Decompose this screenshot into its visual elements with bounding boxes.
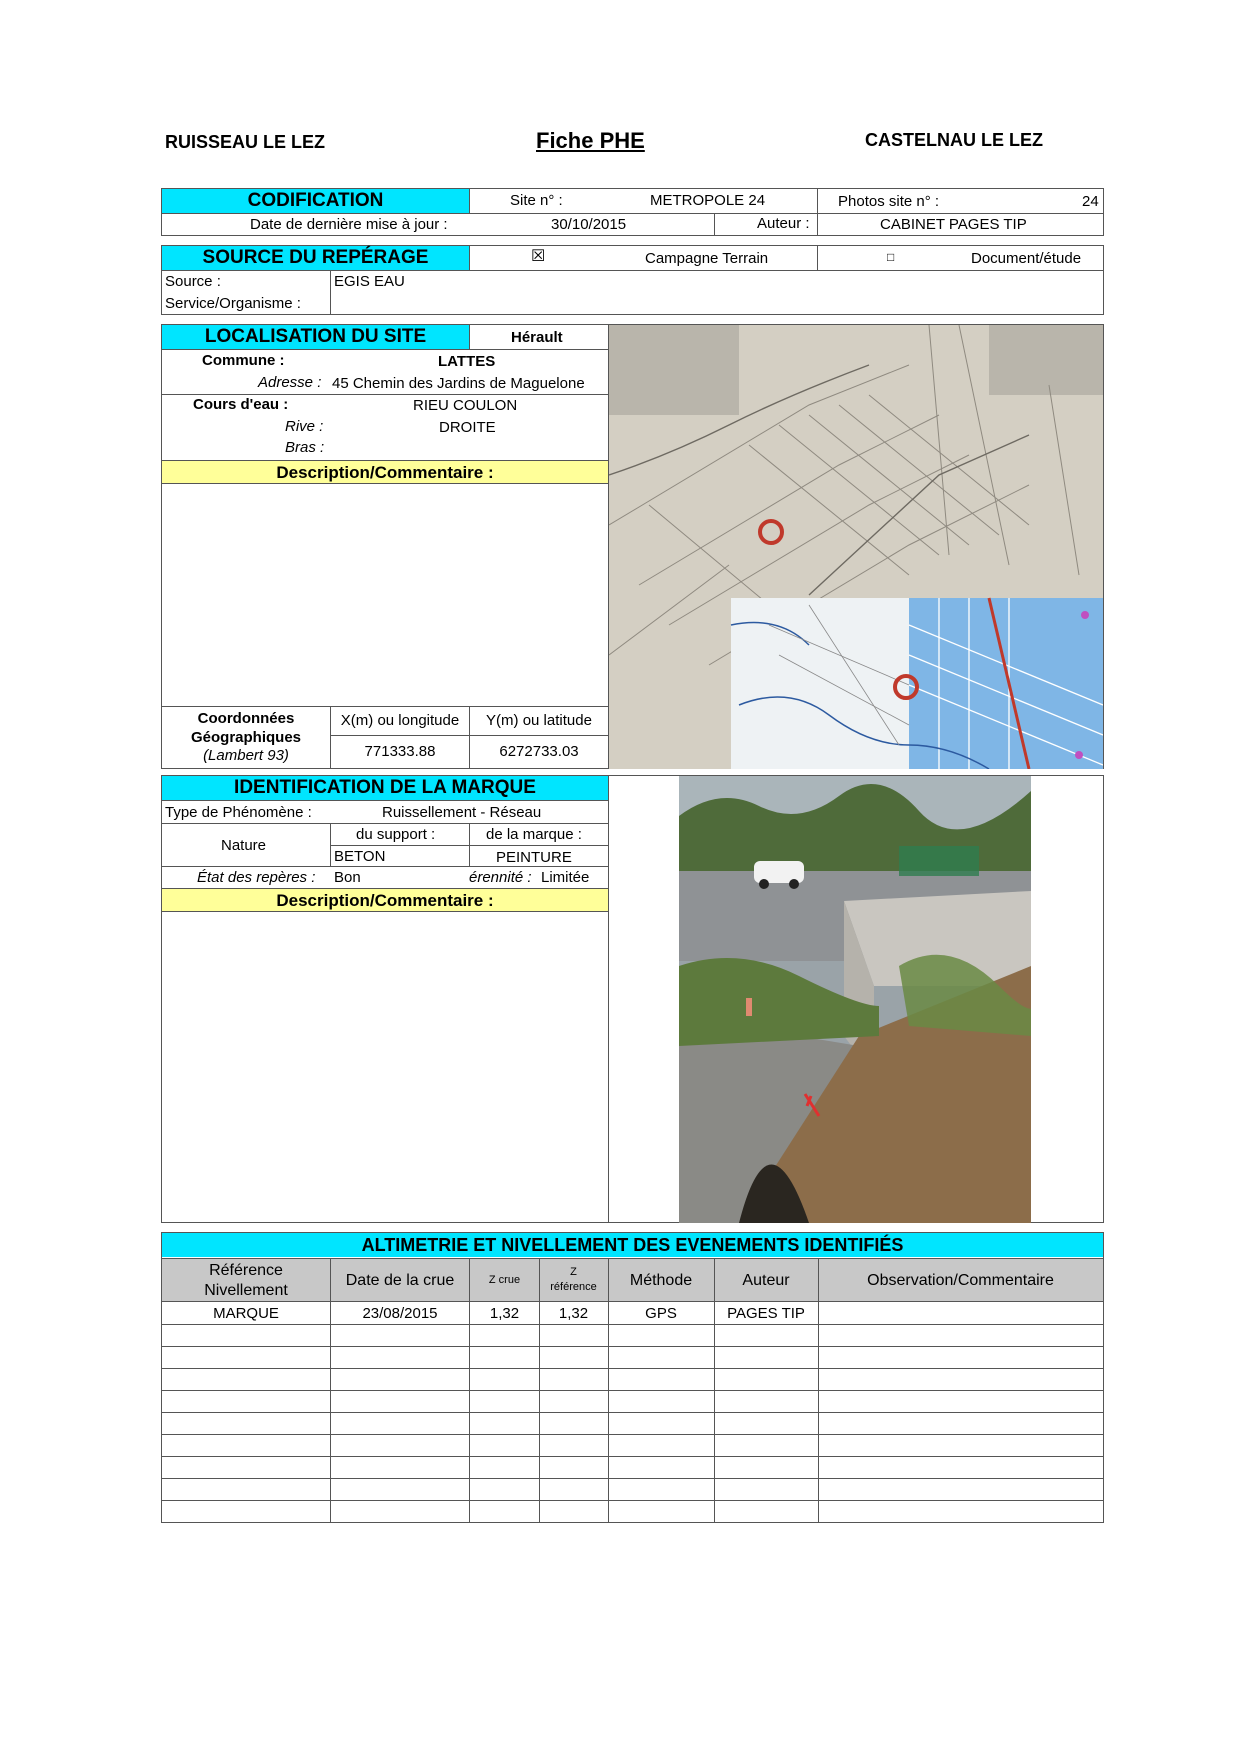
- cours-value: RIEU COULON: [413, 397, 518, 414]
- nature-label: Nature: [221, 837, 267, 854]
- auteur-value: CABINET PAGES TIP: [880, 216, 1027, 233]
- row-auteur: PAGES TIP: [727, 1305, 805, 1322]
- col-zcrue: Z crue: [488, 1274, 521, 1286]
- site-value: METROPOLE 24: [650, 192, 766, 209]
- service-label: Service/Organisme :: [165, 295, 301, 312]
- col-date: Date de la crue: [345, 1272, 455, 1289]
- source-title: SOURCE DU REPÉRAGE: [162, 246, 469, 270]
- rive-label: Rive :: [285, 418, 324, 435]
- type-label: Type de Phénomène :: [165, 804, 312, 821]
- col-auteur: Auteur: [742, 1272, 790, 1289]
- x-value: 771333.88: [364, 743, 436, 760]
- col-zref-2: référence: [550, 1281, 597, 1293]
- y-value: 6272733.03: [499, 743, 579, 760]
- campagne-label: Campagne Terrain: [645, 250, 769, 267]
- altimetrie-title: ALTIMETRIE ET NIVELLEMENT DES EVENEMENTS IDENTIFIÉS: [162, 1233, 1103, 1257]
- document-checkbox[interactable]: □: [887, 250, 895, 264]
- page-title: Fiche PHE: [536, 128, 645, 153]
- commune-value: LATTES: [438, 353, 496, 370]
- bras-label: Bras :: [285, 439, 325, 456]
- x-label: X(m) ou longitude: [340, 712, 460, 729]
- col-zref-1: Z: [570, 1266, 577, 1278]
- localisation-desc-title: Description/Commentaire :: [162, 460, 608, 484]
- row-zref: 1,32: [558, 1305, 589, 1322]
- site-label: Site n° :: [510, 192, 563, 209]
- coord-label-1: Coordonnées: [197, 710, 295, 727]
- perennite-label: érennité :: [469, 869, 532, 886]
- source-value: EGIS EAU: [334, 273, 405, 290]
- auteur-label: Auteur :: [757, 215, 810, 232]
- site-photo: [679, 776, 1031, 1223]
- coord-label-2: Géographiques: [190, 729, 302, 746]
- header-left: RUISSEAU LE LEZ: [165, 132, 326, 152]
- photos-label: Photos site n° :: [838, 193, 940, 210]
- type-value: Ruissellement - Réseau: [382, 804, 542, 821]
- col-ref-2: Nivellement: [204, 1282, 288, 1299]
- source-label: Source :: [165, 273, 221, 290]
- support-label: du support :: [356, 826, 436, 843]
- identification-desc-title: Description/Commentaire :: [162, 888, 608, 912]
- perennite-value: Limitée: [541, 869, 590, 886]
- marque-label: de la marque :: [486, 826, 582, 843]
- row-date: 23/08/2015: [362, 1305, 438, 1322]
- document-label: Document/étude: [971, 250, 1082, 267]
- coord-label-3: (Lambert 93): [203, 747, 289, 764]
- marque-value: PEINTURE: [496, 849, 572, 866]
- departement-value: Hérault: [511, 329, 563, 346]
- col-ref-1: Référence: [209, 1262, 283, 1279]
- codification-title: CODIFICATION: [162, 189, 469, 213]
- row-ref: MARQUE: [213, 1305, 279, 1322]
- photos-value: 24: [1082, 193, 1099, 210]
- adresse-value: 45 Chemin des Jardins de Maguelone: [332, 375, 585, 392]
- date-value: 30/10/2015: [551, 216, 627, 233]
- support-value: BETON: [334, 848, 386, 865]
- col-obs: Observation/Commentaire: [867, 1272, 1054, 1289]
- row-zcrue: 1,32: [489, 1305, 520, 1322]
- date-label: Date de dernière mise à jour :: [250, 216, 448, 233]
- row-methode: GPS: [645, 1305, 677, 1322]
- location-map: [609, 325, 1103, 769]
- cours-label: Cours d'eau :: [193, 396, 289, 413]
- commune-label: Commune :: [202, 352, 285, 369]
- identification-title: IDENTIFICATION DE LA MARQUE: [162, 776, 608, 800]
- localisation-title: LOCALISATION DU SITE: [162, 325, 469, 349]
- campagne-checkbox[interactable]: ☒: [531, 248, 546, 265]
- col-methode: Méthode: [629, 1272, 693, 1289]
- etat-value: Bon: [334, 869, 361, 886]
- header-right: CASTELNAU LE LEZ: [865, 130, 1043, 150]
- rive-value: DROITE: [439, 419, 496, 436]
- adresse-label: Adresse :: [258, 374, 322, 391]
- y-label: Y(m) ou latitude: [486, 712, 592, 729]
- etat-label: État des repères :: [197, 869, 316, 886]
